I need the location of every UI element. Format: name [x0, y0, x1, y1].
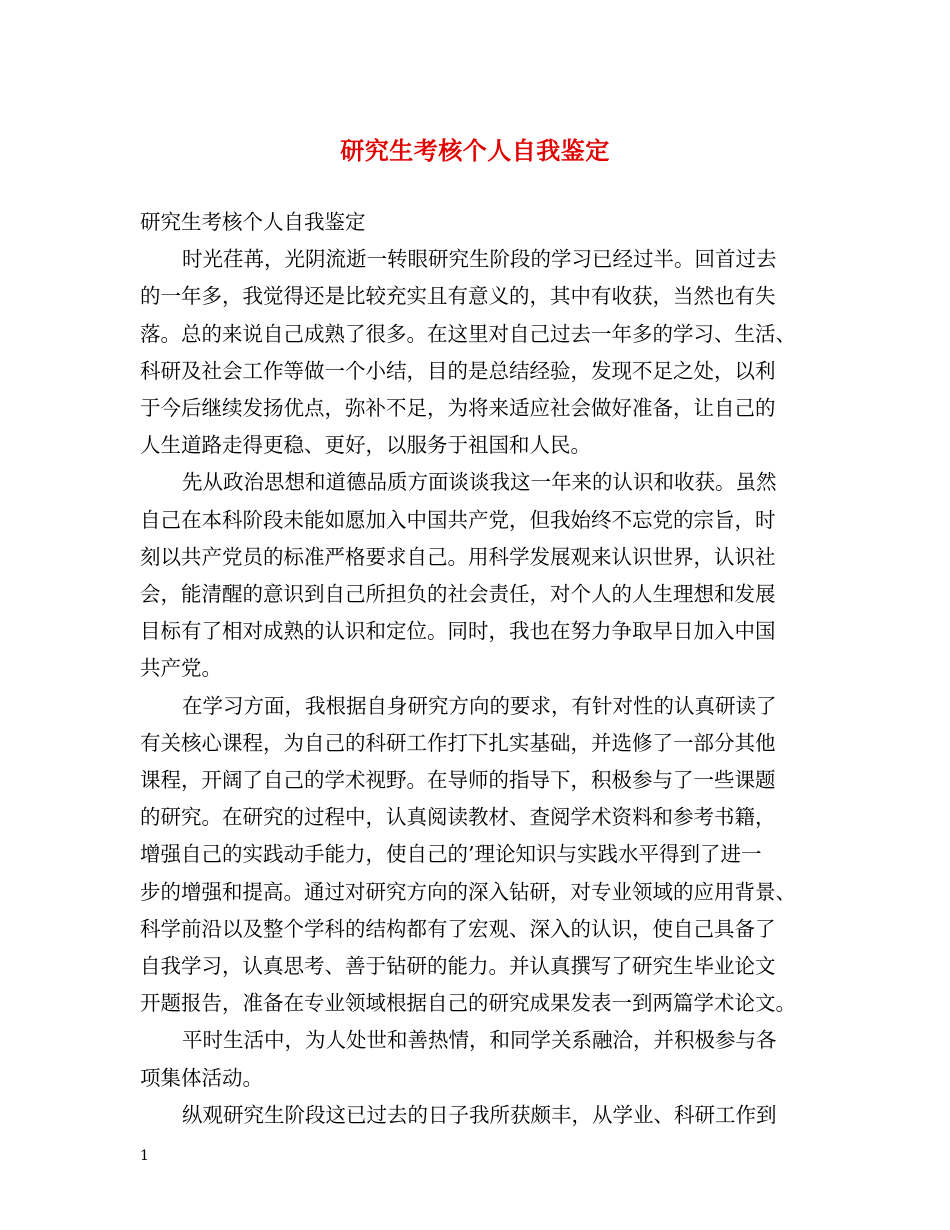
paragraph-line: 刻以共产党员的标准严格要求自己。用科学发展观来认识世界，认识社: [140, 544, 776, 569]
document-subtitle: 研究生考核个人自我鉴定: [140, 210, 366, 234]
paragraph-line: 目标有了相对成熟的认识和定位。同时，我也在努力争取早日加入中国: [140, 619, 776, 644]
paragraph-line: 时光荏苒，光阴流逝一转眼研究生阶段的学习已经过半。回首过去: [182, 247, 777, 272]
paragraph-line: 人生道路走得更稳、更好，以服务于祖国和人民。: [140, 433, 591, 458]
paragraph-list: [140, 241, 822, 1134]
paragraph-line: 平时生活中，为人处世和善热情，和同学关系融洽，并积极参与各: [182, 1028, 777, 1053]
paragraph-line: 自己在本科阶段未能如愿加入中国共产党，但我始终不忘党的宗旨，时: [140, 507, 776, 532]
page-number: 1: [140, 1148, 149, 1164]
paragraph-line: 先从政治思想和道德品质方面谈谈我这一年来的认识和收获。虽然: [182, 470, 777, 495]
paragraph-line: 增强自己的实践动手能力，使自己的’理论知识与实践水平得到了进一: [140, 842, 762, 867]
paragraph-line: 项集体活动。: [140, 1065, 263, 1090]
paragraph-line: 开题报告，准备在专业领域根据自己的研究成果发表一到两篇学术论文。: [140, 991, 796, 1016]
paragraph-line: 纵观研究生阶段这已过去的日子我所获颇丰，从学业、科研工作到: [182, 1102, 777, 1127]
paragraph-line: 的研究。在研究的过程中，认真阅读教材、查阅学术资料和参考书籍，: [140, 805, 776, 830]
document-body: [140, 204, 822, 1134]
paragraph-line: 课程，开阔了自己的学术视野。在导师的指导下，积极参与了一些课题: [140, 768, 776, 793]
body-paragraph: [140, 1022, 822, 1096]
paragraph-line: 科研及社会工作等做一个小结，目的是总结经验，发现不足之处，以利: [140, 358, 776, 383]
body-paragraph: [140, 1097, 822, 1134]
paragraph-line: 自我学习，认真思考、善于钻研的能力。并认真撰写了研究生毕业论文: [140, 954, 776, 979]
paragraph-line: 落。总的来说自己成熟了很多。在这里对自己过去一年多的学习、生活、: [140, 321, 796, 346]
body-paragraph: [140, 241, 822, 464]
paragraph-line: 于今后继续发扬优点，弥补不足，为将来适应社会做好准备，让自己的: [140, 396, 776, 421]
paragraph-line: 的一年多，我觉得还是比较充实且有意义的，其中有收获，当然也有失: [140, 284, 776, 309]
body-paragraph: [140, 464, 822, 687]
body-paragraph: [140, 688, 822, 1023]
paragraph-line: 共产党。: [140, 656, 222, 681]
paragraph-line: 会，能清醒的意识到自己所担负的社会责任，对个人的人生理想和发展: [140, 582, 776, 607]
paragraph-line: 在学习方面，我根据自身研究方向的要求，有针对性的认真研读了: [182, 693, 777, 718]
paragraph-line: 步的增强和提高。通过对研究方向的深入钻研，对专业领域的应用背景、: [140, 879, 796, 904]
document-title: 研究生考核个人自我鉴定: [340, 136, 610, 165]
paragraph-line: 科学前沿以及整个学科的结构都有了宏观、深入的认识，使自己具备了: [140, 916, 776, 941]
paragraph-line: 有关核心课程，为自己的科研工作打下扎实基础，并选修了一部分其他: [140, 730, 776, 755]
